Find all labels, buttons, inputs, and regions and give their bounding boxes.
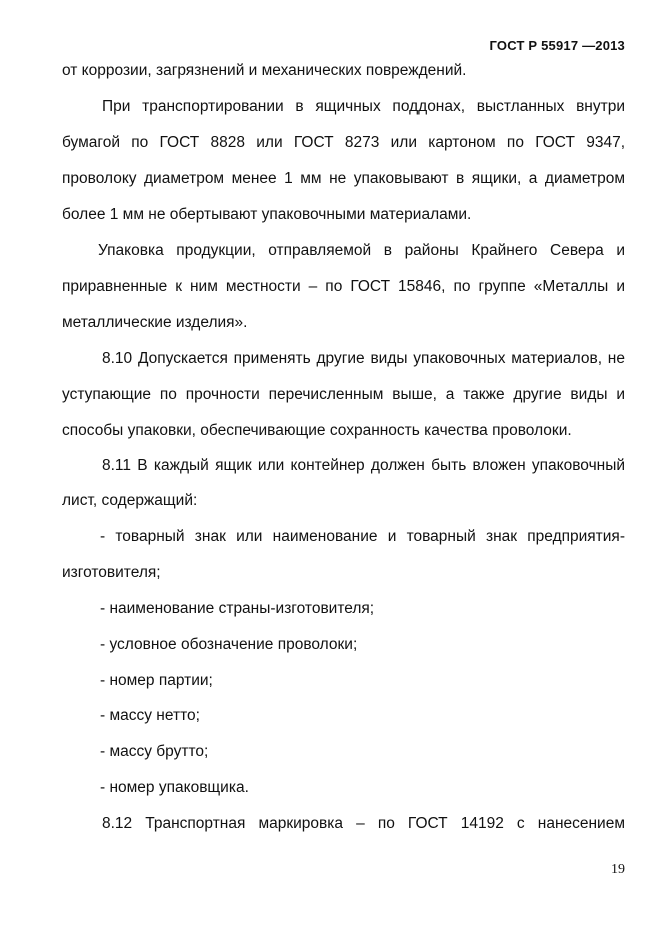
text-line: 8.12 Транспортная маркировка – по ГОСТ 14192 с нанесением — [102, 815, 625, 832]
text-line: уступающие по прочности перечисленным выше, а также другие виды и — [62, 386, 625, 403]
text-line: бумагой по ГОСТ 8828 или ГОСТ 8273 или картоном по ГОСТ 9347, — [62, 134, 625, 151]
page-number: 19 — [611, 862, 625, 877]
document-code-header: ГОСТ Р 55917 —2013 — [489, 38, 625, 53]
text-line: 8.11 В каждый ящик или контейнер должен быть вложен упаковочный — [102, 457, 625, 474]
text-line: металлические изделия». — [62, 314, 248, 331]
text-line: Упаковка продукции, отправляемой в районы Крайнего Севера и — [98, 242, 625, 259]
text-line: способы упаковки, обеспечивающие сохранность качества проволоки. — [62, 422, 572, 439]
text-line: приравненные к ним местности – по ГОСТ 15846, по группе «Металлы и — [62, 278, 625, 295]
text-line: от коррозии, загрязнений и механических повреждений. — [62, 62, 467, 79]
text-line: При транспортировании в ящичных поддонах, выстланных внутри — [102, 98, 625, 115]
list-item: - массу нетто; — [100, 707, 200, 724]
text-line: лист, содержащий: — [62, 492, 198, 509]
text-line: проволоку диаметром менее 1 мм не упаковывают в ящики, а диаметром — [62, 170, 625, 187]
list-item: - наименование страны-изготовителя; — [100, 600, 375, 617]
text-line: изготовителя; — [62, 564, 161, 581]
text-line: более 1 мм не обертывают упаковочными материалами. — [62, 206, 472, 223]
list-item: - номер партии; — [100, 672, 213, 689]
list-item: - товарный знак или наименование и товарный знак предприятия- — [100, 528, 625, 545]
list-item: - условное обозначение проволоки; — [100, 636, 358, 653]
list-item: - массу брутто; — [100, 743, 209, 760]
list-item: - номер упаковщика. — [100, 779, 249, 796]
text-line: 8.10 Допускается применять другие виды упаковочных материалов, не — [102, 350, 625, 367]
